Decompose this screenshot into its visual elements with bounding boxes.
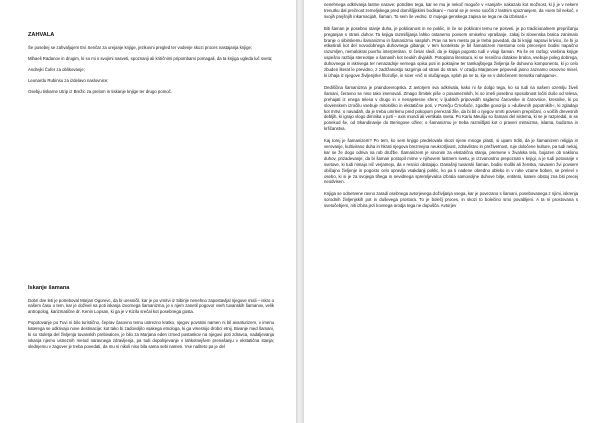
acknowledgement-1: Še posebej se zahvaljujem Evi Senčar za urejanje knjige, jezikovni pregled ter vodenje skozi proces nastajanja knjige; [28,45,253,50]
right-paragraph-4: Kaj torej je šamanizem? Po tem, ko sem knjigo predelovala skozi njene mnoge plasti, si upam trditi, da je šamanizem religija in verovanje, kultivirano duha in hkrati njegova brezmejna neukrotljivost, zdravilstvo in preživetnost, ruje določene kulture, pa tudi nekaj, kar se že dogo odriva na rob družbe. Šamanizem je sinonim za ekstatična stanja, premene v živalska telo, bojazen ob naklonu duhov, prizadevanje, da bi šaman postopil mirne v njihovem lastnem svetu, je izzvanostno prepoznati v knjigi, a je tudi potovanje v svetove, ki tudi nimajo nič verjamejo, da v resnici obstajajo. Današnji tuvanski šaman, bodisi moški ali ženska, navaven žvi povsem običajno življenje in pogosto celo opravlja vsakdanji poklic, ko pa ti nadene obredno obleko in v roke vzame boben, se preleví v osebo, ki si je za svojega tihega in nevidnega spremljevalca izbrala samovoljne duhove bitje, entiteto, katere obstoj zna biti precej neodvisen. [324,138,578,185]
right-paragraph-5: Knjiga se odnetvene ravno zaradi osebnega avtorjevega doživljanja vsega, kar je povezano s šamani, posebovanega z njimi, iskrenja sorodnih življenjskih pot in duševega prostora. To je bolečj proces, in skozi to bolečino smo povabljeni. A ta ni prostovana s svetočebjem, niti izbira jezi kovnega orodja tega ne dopušča. Avtorjev [324,191,578,209]
right-paragraph-3: Dediščina šamanizma je praindoevropska. Z avtorjem sva odkrivala, kako ni še dolgo tega, ko so tudi na našem ozemlju živeli šamani, čeravno se niso tako imenovali. Zmago Šmitek piše o posameznikih, ki so imeli posebno sposobnost ločiti dušo od telesa, prehajati iz enega telesa v drugo in v nenajetesne sfere; v ljudskih pripovedih najdemo čarovnike in čarovnice, kresnike, ki po slovenskem izročilu vsebuje mitološko in ekstatične poti, v Porečju Črnošoče, zgodbe govorijo o »duševnih popotnikih«, ki zgladajo kot mrtvi, o navadah, da je treba umrlemu pred pokopom prerezati žile, da bi bil o njegov smrti povsem prepričani, o volčih drevesnih debljih, ki igrajo vlogo dimnika v jurti – axis mundi ali vertikala sveta. Po Karlu Meuliju so šamani del sistema, ki se je razpredal, in se ponekod še, od Skandinavije do Beringove ožine; o šamanizmu je treba razmišljati kot o praveri mitraizma, islama, budizma in krščanstva. [324,84,578,132]
acknowledgement-4: Leonardu Rubinsu za izdelavo naslovnice; [28,77,109,83]
section-paragraph-1: Dobri dve leti je potreboval Marjan Ogorevc, da bi uresničil, kar je po vrnitvi iz Sibirije nenehno zapostavljal njegove misli – iskro o našem času o tem, kar je doživel na poti iskanja izvornega šamanizma, je v njem zanetil pogovor vseh tuvanskih šamanov, velik antropolog, karizmatične dr. Kenin Lopsan, ki ga je v Kizilu srečal kot posebnega gosta. [28,297,274,315]
acknowledgement-2: Mihaeli Radanov in drugim, ki so mi s svojimi nasveti, spoznanji ali kritičnimi pripombami pomagali, da ta knjiga ugleda luč sveta; [28,55,273,61]
acknowledgements-heading: ZAHVALA [28,32,55,38]
left-page [0,0,296,423]
book-gutter [296,0,304,423]
right-paragraph-2: Biti šaman je posebno stanje duha, je poklicanost in ne poklic, in če se poklicani temu ne posveti, je po tradicionalnem prepričanju preganjan s strani duhov. Ta knjiga razmišljanja lahko ostanemo povsem smiselno vprašanje, zakaj bi slovenska bralca zanimalo branje o sibirskemu šamanizmu in šamanizmu nasploh. Prav na tem mestu pa je treba povedati, da bi knjigi napravi krivico, če bi jo etiketirali kot del novodobnega duhovnega gibanja; v tem kontekstu je bil šamanizem mestoma celo precenjen bodisi napačno razumljen, nemalokrat povrhu interpretiran. Iz česar sledi, da je knjiga pogosto tudi v vlogi šaman. Pa še en razlog: vsebina knjige uspešno razbija stereotipe o šamanih kot neukih divjakih. Potopisna literatura, ki se resnično dotakne bralca, vsebuje poleg dobrega, duhovnega in iskrivega ter nenazadnje vernega opisa poti in pokrajine ter tamkajšnjega življenja še duhovno komponento, ki jo celo zbuden literat le previdno, z zadržanostjo razgrinja od strani do strani. V ozadju Marjanove pripovedi jasno zaznamo osnovno misel, ki izhaja iz njegove življenjske filozofije, in sicer »nič ni slučajnega, sploh pa ne to, kje se v določenem trenutku nahajamo«. [324,25,578,78]
acknowledgement-5: Osebju tiskarne Utrip iz Brežic za prelom in tiskanje knjige ter drugo pomoč. [28,88,173,94]
section-paragraph-2: Popotovanje po Tuvi ni bilo turistično, čeprav časovno temu ustrezno kratko, njegov povratni namen ni bil avanturizem, v imenu katerega se odkrivajo nove destinacije; kot tako bi zadovoljilo vsakega etnologa, ki ga vmesnijo drobci etnij. Bivanje med šamani, ki so stoletja del življenja tuvanskih prebivalcev, je bilo za Marjana eden izmed postankov na njegovi poti zdravca, nadaljevanja iskanja njemu ustreznih metod naravnega zdravljenja, pa tudi dopolnjevanje v lahkotnejšem prenašanju v ekstatična stanja; slednjemu v zagover je treba povedati, da mu ni nikoli niso bila sama sebi namen. Vse našteto pa je del [28,320,274,349]
right-page [304,0,600,423]
acknowledgement-3: Andrejki Čufer za oblikovanje; [28,66,85,72]
section-iskanje-samana [28,285,274,350]
section-heading: Iskanje šamana [28,284,70,291]
right-paragraph-1: nenehnega odkrivanja lastne narave; potrditev tega, kar se mu je nekoč mogoče v »sanjah« nakazalo kot možnost, ki ji je v nekem trenutku dal prečnost zemeljskega pred domišljijskimi bodisani – moral se je resno soočiti z lastnim spoznanjem, da »sem bil nekoč, v svojih prejšnjih inkarnacijah, šaman. To sem še vedno. Iz mojega genskega zapisa se tega ne da izbrisati.« [324,2,578,19]
